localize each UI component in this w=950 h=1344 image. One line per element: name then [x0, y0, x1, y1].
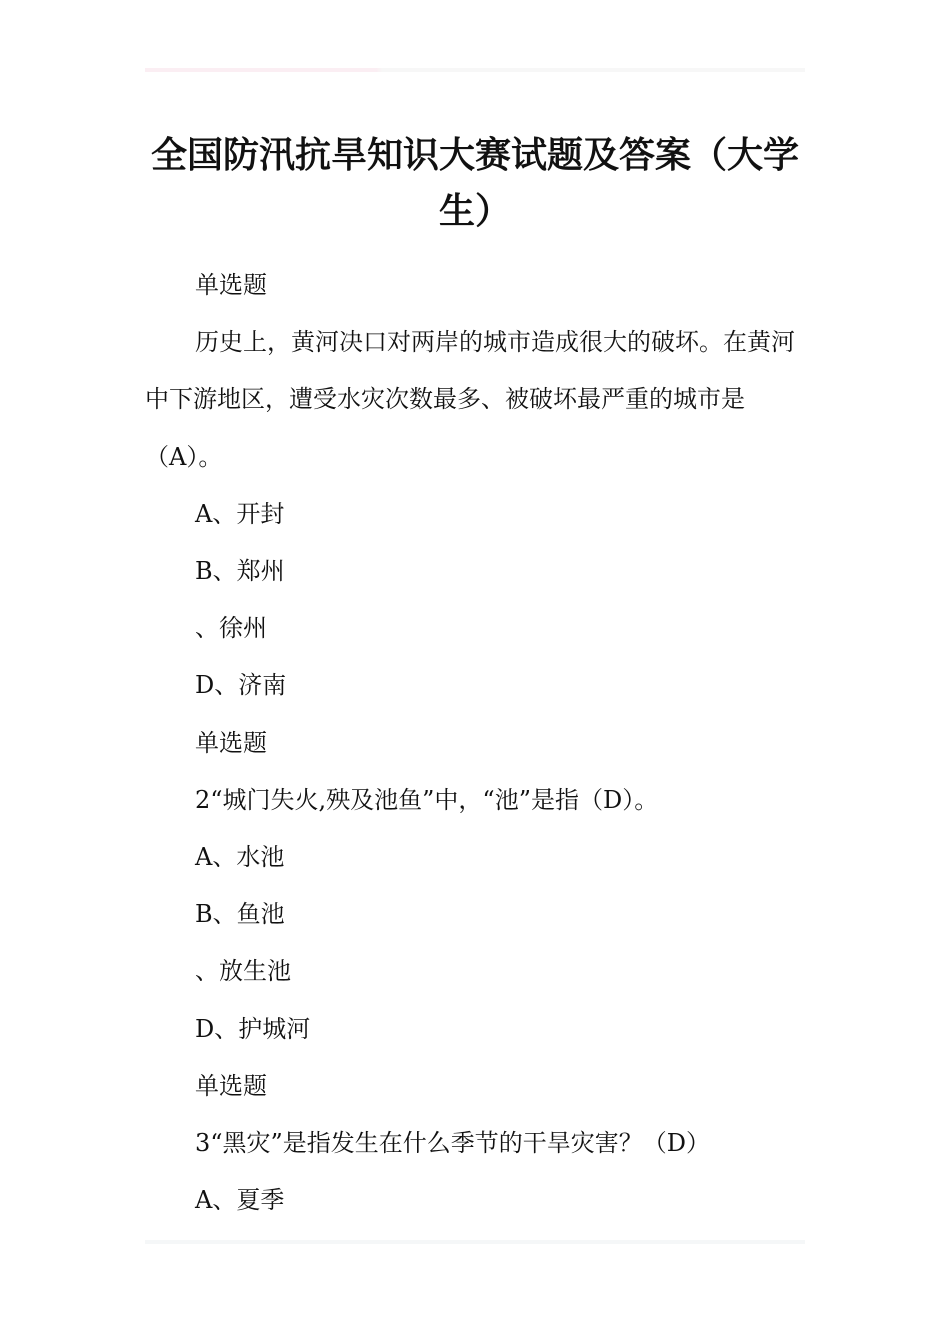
- question-text: 历史上，黄河决口对两岸的城市造成很大的破坏。在黄河中下游地区，遭受水灾次数最多、被破坏最严重的城市是（A）。: [145, 328, 795, 471]
- question-text: 3“黑灾”是指发生在什么季节的干旱灾害？（D）: [195, 1129, 711, 1158]
- section-heading: 单选题: [195, 728, 267, 757]
- answer-option: D、护城河: [195, 1014, 311, 1043]
- document-body: [145, 257, 807, 1229]
- header-rule: [145, 68, 805, 72]
- answer-option: B、鱼池: [195, 900, 285, 929]
- section-heading: 单选题: [195, 271, 267, 299]
- answer-option: B、郑州: [195, 557, 285, 586]
- document-title: 全国防汛抗旱知识大赛试题及答案（大学生）: [150, 135, 799, 232]
- answer-option: 、放生池: [195, 957, 291, 986]
- answer-option: A、夏季: [195, 1186, 285, 1215]
- footer-rule: [145, 1240, 805, 1244]
- answer-option: A、水池: [195, 843, 285, 872]
- answer-option: A、开封: [195, 499, 285, 528]
- section-heading: 单选题: [195, 1071, 267, 1100]
- answer-option: 、徐州: [195, 614, 267, 643]
- question-text: 2“城门失火,殃及池鱼”中，“池”是指（D）。: [195, 785, 659, 814]
- answer-option: D、济南: [195, 671, 287, 700]
